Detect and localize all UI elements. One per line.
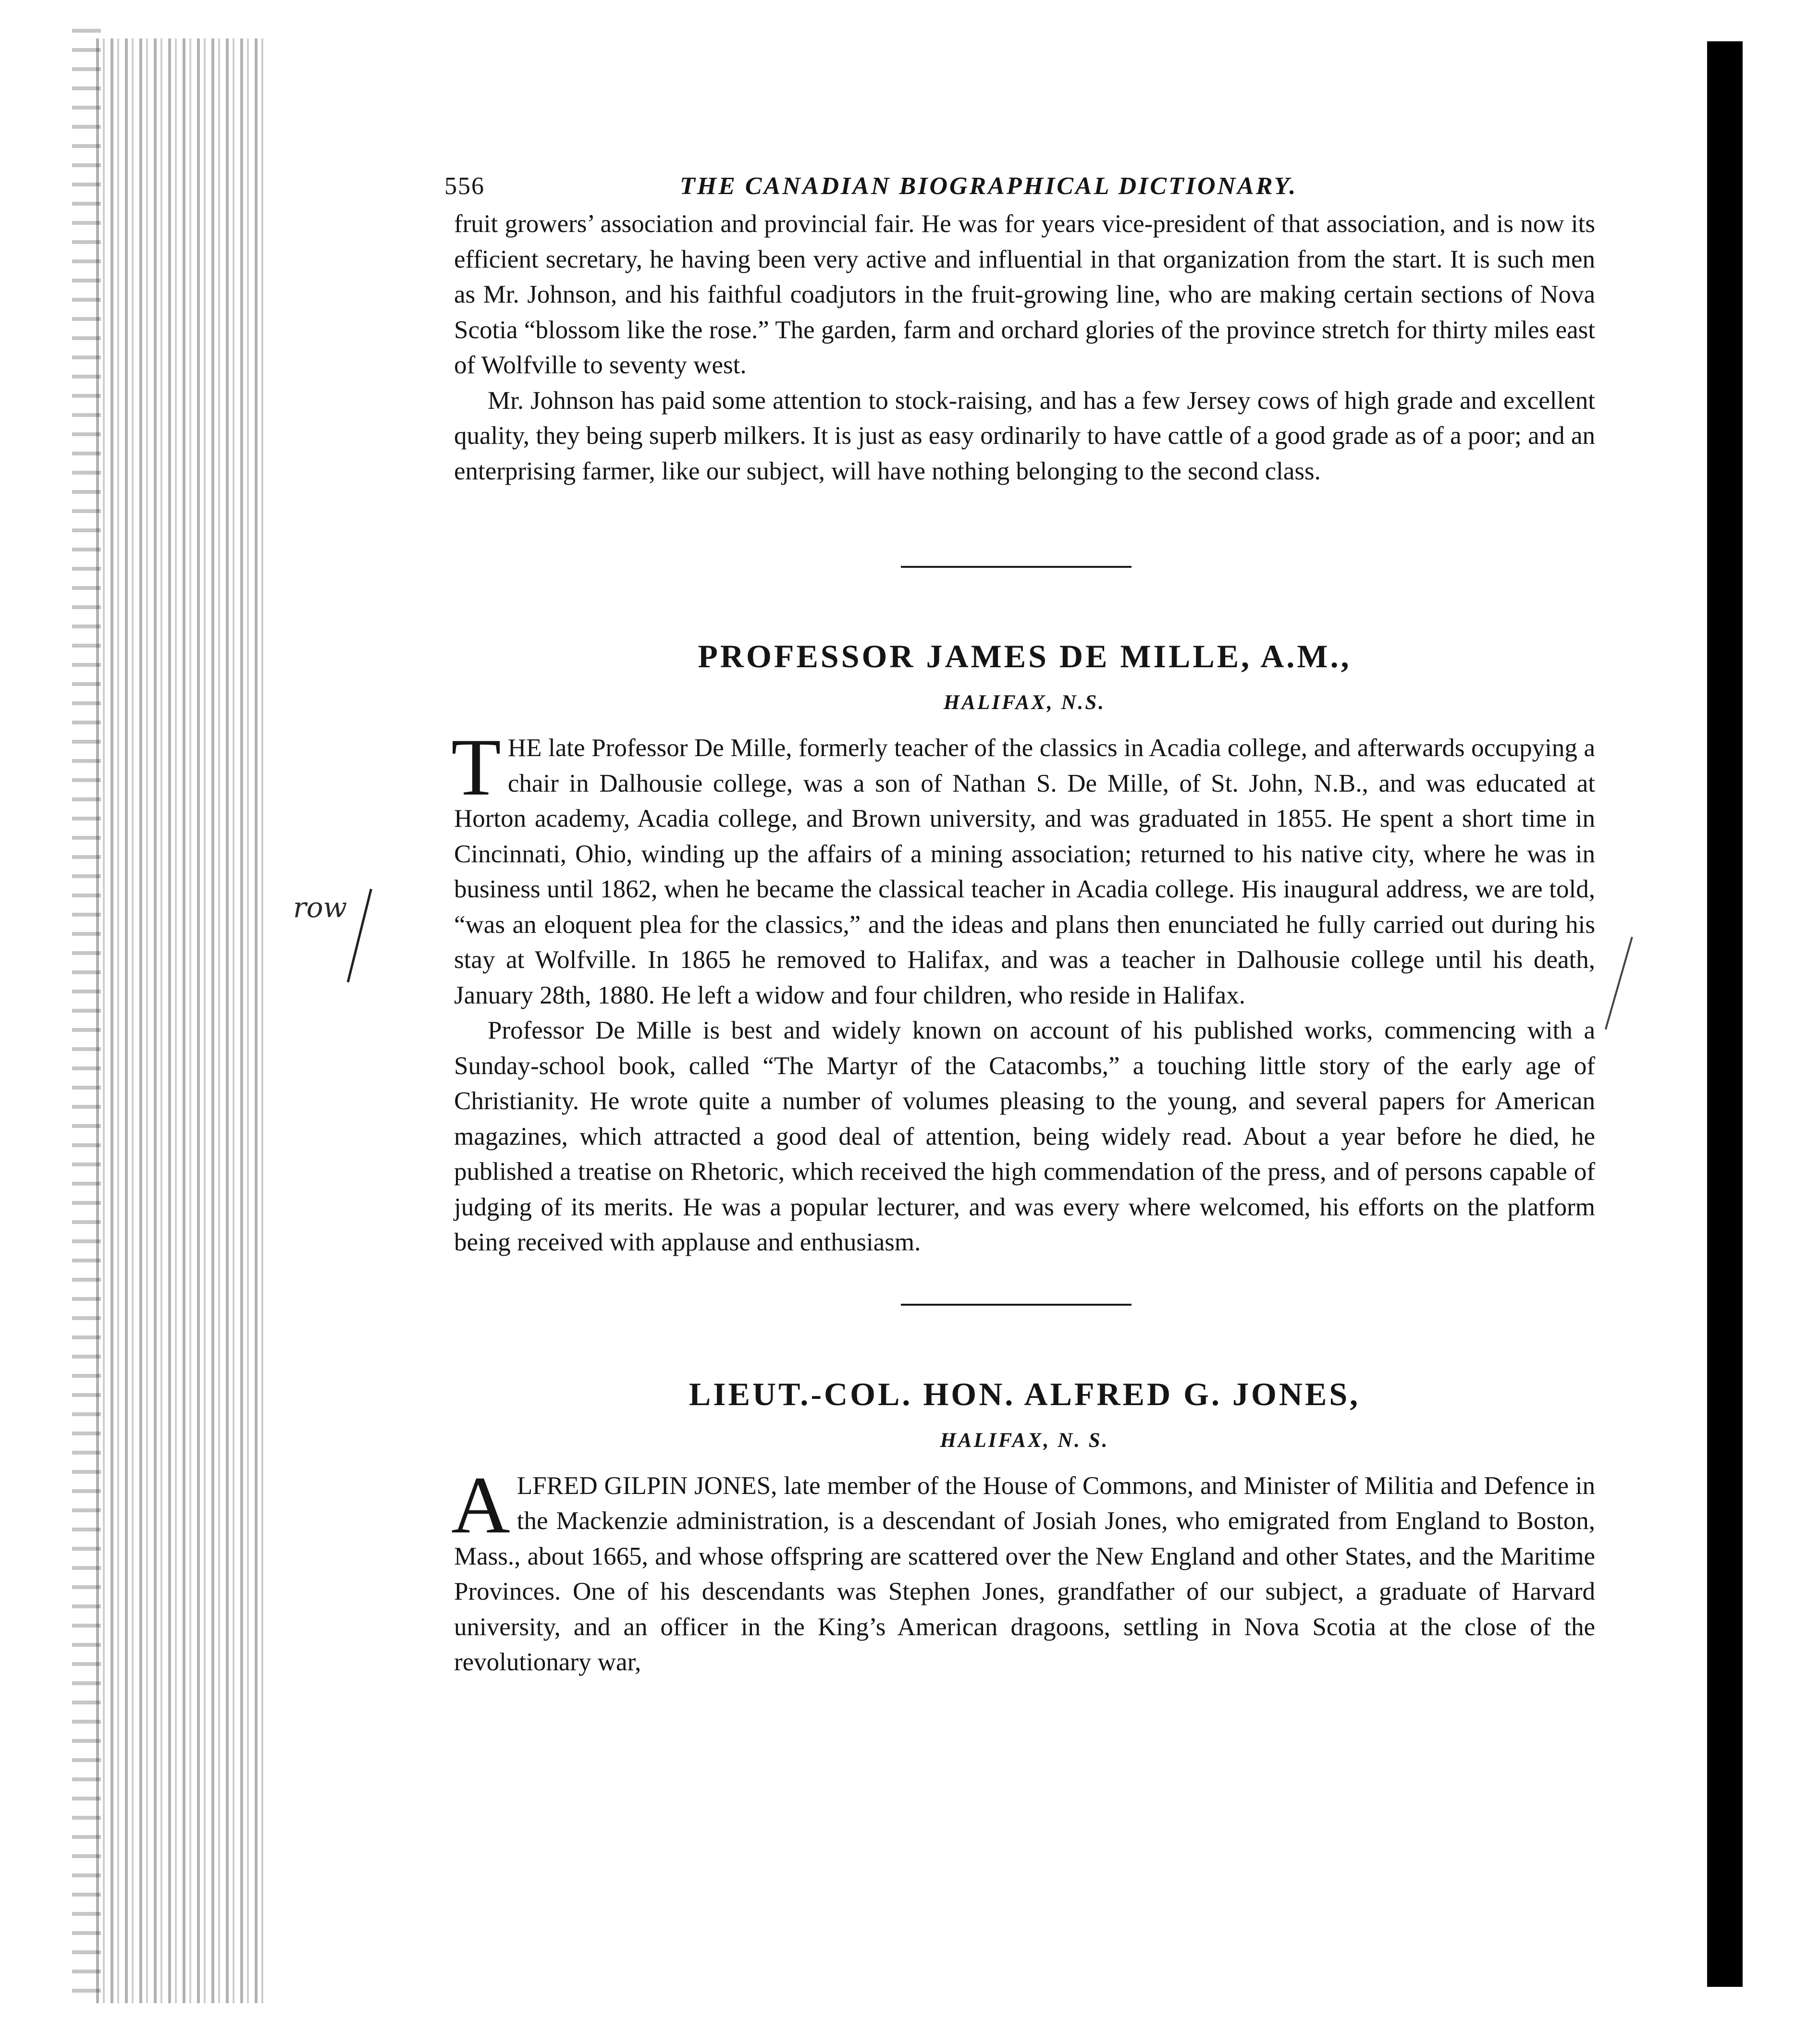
handwritten-margin-note: row	[293, 891, 347, 924]
drop-cap: T	[451, 722, 501, 812]
entry-place: HALIFAX, N.S.	[943, 691, 1106, 714]
drop-cap: A	[451, 1459, 510, 1550]
entry-first-paragraph-text: LFRED GILPIN JONES, late member of the House of Commons, and Minister of Militia and Defence in the Mackenzie administration, is a descendant of Josiah Jones, who emigrated from England to Boston, Mass., about 1665, and whose offspring are scattered over the New England and other States, and the Maritime Provinces. One of his descendants was Stephen Jones, grandfather of our subject, a graduate of Harvard university, and an officer in the King’s American dragoons, settling in Nova Scotia at the close of the revolutionary war,	[454, 1471, 1595, 1676]
page-text-column	[444, 163, 1595, 1680]
carryover-paragraph-1: fruit growers’ association and provincial fair. He was for years vice-president of that association, and is now its efficient secretary, he having been very active and influential in that organization from the start. It is such men as Mr. Johnson, and his faithful coadjutors in the fruit-growing line, who are making certain sections of Nova Scotia “blossom like the rose.” The garden, farm and orchard glories of the province stretch for thirty miles east of Wolfville to seventy west.	[454, 210, 1595, 379]
entry-place: HALIFAX, N. S.	[940, 1429, 1109, 1452]
running-head	[444, 163, 1595, 207]
entry-de-mille	[451, 637, 1595, 1261]
entry-first-paragraph-text: HE late Professor De Mille, formerly teacher of the classics in Acadia college, and afterwards occupying a chair in Dalhousie college, was a son of Nathan S. De Mille, of St. John, N.B., and was educated at Horton academy, Acadia college, and Brown university, and was graduated in 1855. He spent a short time in Cincinnati, Ohio, winding up the affairs of a mining association; returned to his native city, where he was in business until 1862, when he became the classical teacher in Acadia college. His inaugural address, we are told, “was an eloquent plea for the classics,” and the ideas and plans then enunciated he fully carried out during his stay at Wolfville. In 1865 he removed to Halifax, and was a teacher in Dalhousie college until his death, January 28th, 1880. He left a widow and four children, who reside in Halifax.	[454, 734, 1595, 1009]
page-number: 556	[444, 172, 485, 200]
entry-title: PROFESSOR JAMES DE MILLE, A.M.,	[698, 638, 1352, 674]
entry-title: LIEUT.-COL. HON. ALFRED G. JONES,	[689, 1375, 1361, 1412]
carryover-paragraph-2: Mr. Johnson has paid some attention to stock-raising, and has a few Jersey cows of high grade and excellent quality, they being superb milkers. It is just as easy ordinarily to have cattle of a good grade as of a poor; and an enterprising farmer, like our subject, will have nothing belonging to the second class.	[454, 386, 1595, 485]
handwritten-margin-stroke-right	[1605, 937, 1633, 1029]
entry-jones	[451, 1375, 1595, 1680]
entry-first-paragraph	[451, 1459, 1595, 1680]
handwritten-margin-stroke	[347, 889, 372, 982]
scan-right-edge-bar	[1707, 41, 1743, 1987]
running-title: THE CANADIAN BIOGRAPHICAL DICTIONARY.	[680, 172, 1298, 200]
entry-first-paragraph	[451, 722, 1595, 1013]
entry-paragraph: Professor De Mille is best and widely known on account of his published works, commencing with a Sunday-school book, called “The Martyr of the Catacombs,” a touching little story of the early age of Christianity. He wrote quite a number of volumes pleasing to the young, and several papers for American magazines, which attracted a good deal of attention, being widely read. About a year before he died, he published a treatise on Rhetoric, which received the high commendation of the press, and of persons capable of judging of its merits. He was a popular lecturer, and was every where welcomed, his efforts on the platform being received with applause and enthusiasm.	[454, 1016, 1595, 1256]
scan-binding-edge	[96, 38, 269, 2003]
